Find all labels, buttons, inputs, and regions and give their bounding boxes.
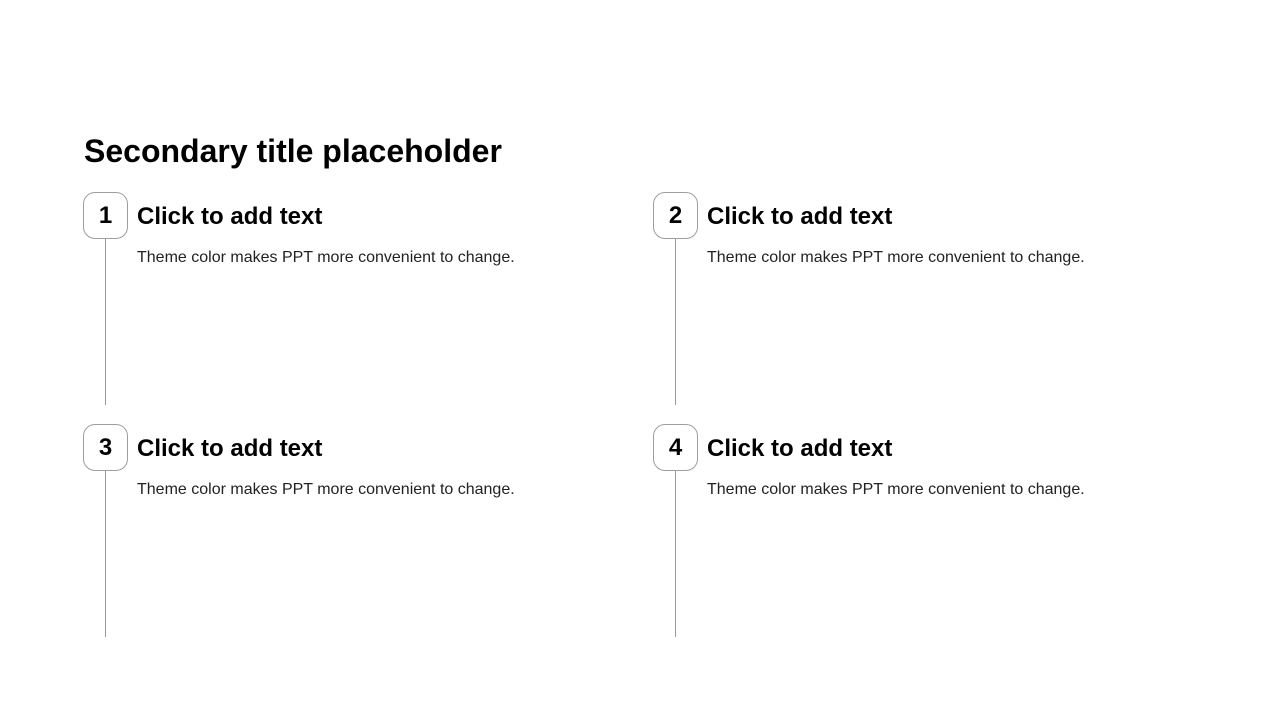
item-2-rail bbox=[653, 192, 698, 405]
item-2-connector-line bbox=[675, 239, 676, 405]
item-2-text bbox=[707, 192, 1223, 267]
item-3-connector-line bbox=[105, 471, 106, 637]
item-2-number-badge: 2 bbox=[653, 192, 698, 239]
item-1-heading-placeholder[interactable]: Click to add text bbox=[137, 203, 323, 230]
item-1-connector-line bbox=[105, 239, 106, 405]
item-3-body-text[interactable]: Theme color makes PPT more convenient to change. bbox=[137, 480, 515, 498]
item-3-heading-placeholder[interactable]: Click to add text bbox=[137, 435, 323, 462]
items-grid bbox=[83, 192, 1223, 656]
list-item-4 bbox=[653, 424, 1223, 656]
list-item-3 bbox=[83, 424, 653, 656]
item-3-number-badge: 3 bbox=[83, 424, 128, 471]
item-2-body-text[interactable]: Theme color makes PPT more convenient to change. bbox=[707, 248, 1085, 266]
item-3-rail bbox=[83, 424, 128, 637]
item-1-text bbox=[137, 192, 653, 267]
list-item-1 bbox=[83, 192, 653, 424]
item-1-number-badge: 1 bbox=[83, 192, 128, 239]
secondary-title-placeholder[interactable]: Secondary title placeholder bbox=[84, 133, 502, 169]
item-4-body-text[interactable]: Theme color makes PPT more convenient to change. bbox=[707, 480, 1085, 498]
list-item-2 bbox=[653, 192, 1223, 424]
item-4-heading-placeholder[interactable]: Click to add text bbox=[707, 435, 893, 462]
item-1-rail bbox=[83, 192, 128, 405]
slide-content bbox=[83, 112, 1223, 656]
item-4-rail bbox=[653, 424, 698, 637]
item-2-heading-placeholder[interactable]: Click to add text bbox=[707, 203, 893, 230]
item-1-body-text[interactable]: Theme color makes PPT more convenient to change. bbox=[137, 248, 515, 266]
item-4-number-badge: 4 bbox=[653, 424, 698, 471]
item-4-connector-line bbox=[675, 471, 676, 637]
item-4-text bbox=[707, 424, 1223, 499]
item-3-text bbox=[137, 424, 653, 499]
